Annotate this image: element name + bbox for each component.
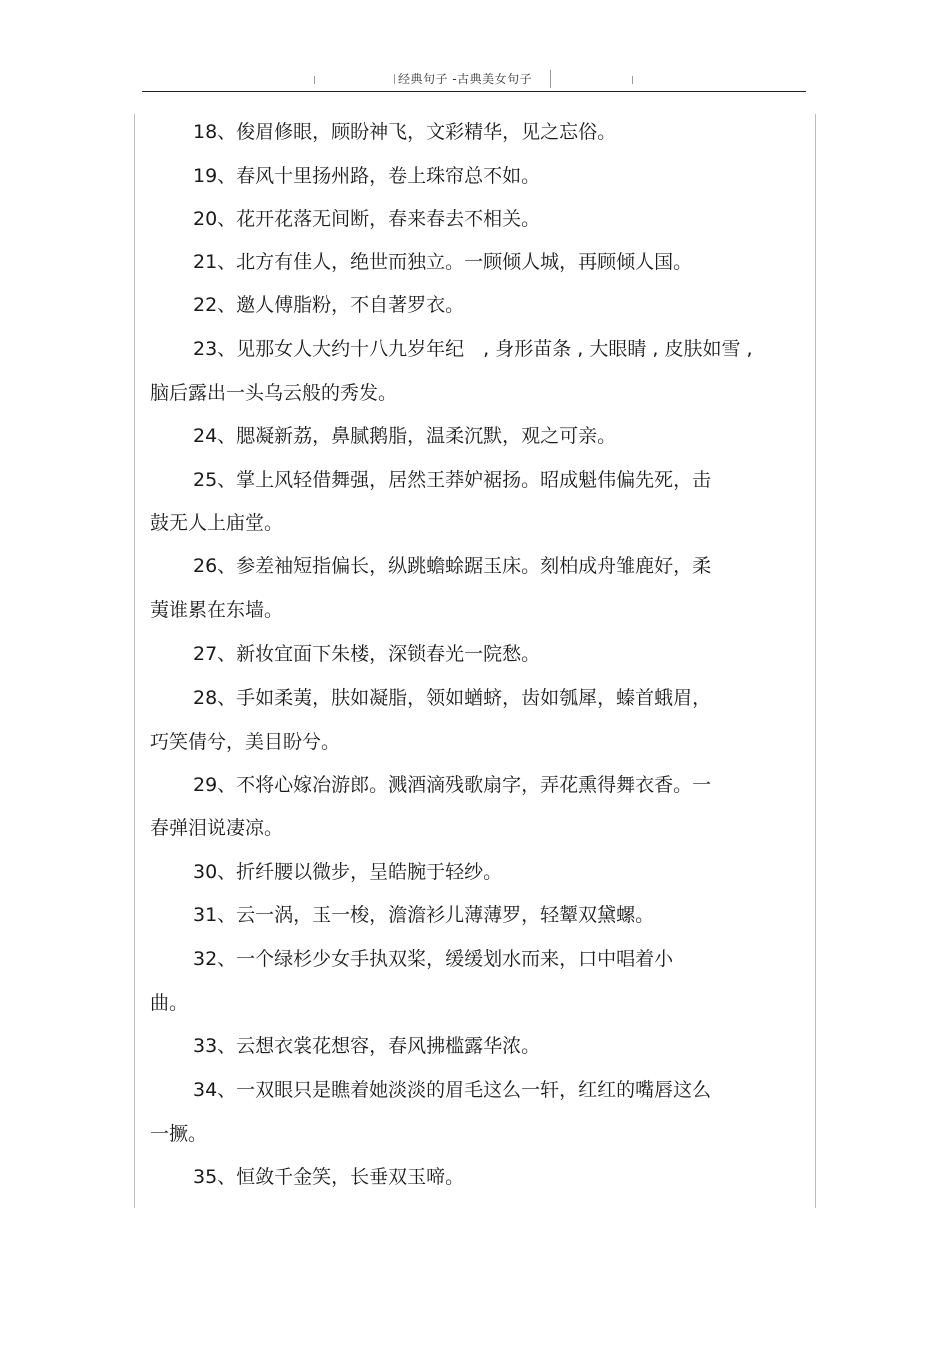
text-line: 巧笑倩兮，美目盼兮。 bbox=[150, 731, 341, 753]
header-tick-mark bbox=[550, 70, 551, 88]
text-line: 21、北方有佳人，绝世而独立。一顾倾人城，再顾倾人国。 bbox=[193, 251, 693, 273]
text-line: 春弹泪说凄凉。 bbox=[150, 817, 284, 839]
text-line: 脑后露出一头乌云般的秀发。 bbox=[150, 382, 398, 404]
header-tick-mark bbox=[632, 76, 633, 84]
text-line: 33、云想衣裳花想容，春风拂槛露华浓。 bbox=[193, 1035, 541, 1057]
text-line: 31、云一涡，玉一梭，澹澹衫儿薄薄罗，轻颦双黛螺。 bbox=[193, 904, 655, 926]
text-line: 19、春风十里扬州路，卷上珠帘总不如。 bbox=[193, 165, 541, 187]
left-margin-line bbox=[134, 114, 135, 1208]
text-line: 一撅。 bbox=[150, 1123, 208, 1145]
right-margin-line bbox=[815, 114, 816, 1208]
text-line: 22、邀人傅脂粉，不自著罗衣。 bbox=[193, 294, 465, 316]
header-tick-mark bbox=[314, 76, 315, 84]
text-line: 鼓无人上庙堂。 bbox=[150, 512, 284, 534]
text-line: 荑谁累在东墙。 bbox=[150, 599, 284, 621]
page-header bbox=[0, 68, 950, 92]
header-title: 经典句子 -古典美女句子 bbox=[398, 72, 533, 86]
text-line: 26、参差袖短指偏长，纵跳蟾蜍踞玉床。刻柏成舟雏鹿好，柔 bbox=[193, 555, 712, 577]
text-line: 28、手如柔荑，肤如凝脂，领如蝤蛴，齿如瓠犀，螓首蛾眉， bbox=[193, 687, 712, 709]
text-line: 30、折纤腰以微步，呈皓腕于轻纱。 bbox=[193, 861, 503, 883]
header-tick-mark bbox=[394, 74, 395, 84]
header-rule bbox=[142, 91, 806, 92]
text-line: 29、不将心嫁冶游郎。溅酒滴残歌扇字，弄花熏得舞衣香。一 bbox=[193, 774, 712, 796]
text-line: 35、恒敛千金笑，长垂双玉啼。 bbox=[193, 1166, 465, 1188]
text-line: 20、花开花落无间断，春来春去不相关。 bbox=[193, 208, 541, 230]
text-line: 34、一双眼只是瞧着她淡淡的眉毛这么一轩，红红的嘴唇这么 bbox=[193, 1079, 712, 1101]
text-line: 27、新妆宜面下朱楼，深锁春光一院愁。 bbox=[193, 643, 541, 665]
text-line: 24、腮凝新荔，鼻腻鹅脂，温柔沉默，观之可亲。 bbox=[193, 425, 617, 447]
text-line: 25、掌上风轻借舞强，居然王莽妒裾扬。昭成魁伟偏先死，击 bbox=[193, 469, 712, 491]
text-line: 曲。 bbox=[150, 992, 189, 1014]
text-line: 32、一个绿杉少女手执双桨，缓缓划水而来，口中唱着小 bbox=[193, 948, 674, 970]
text-line: 18、俊眉修眼，顾盼神飞，文彩精华，见之忘俗。 bbox=[193, 121, 617, 143]
text-line: 23、见那女人大约十八九岁年纪 , 身形苗条 , 大眼睛 , 皮肤如雪 , bbox=[193, 338, 753, 360]
